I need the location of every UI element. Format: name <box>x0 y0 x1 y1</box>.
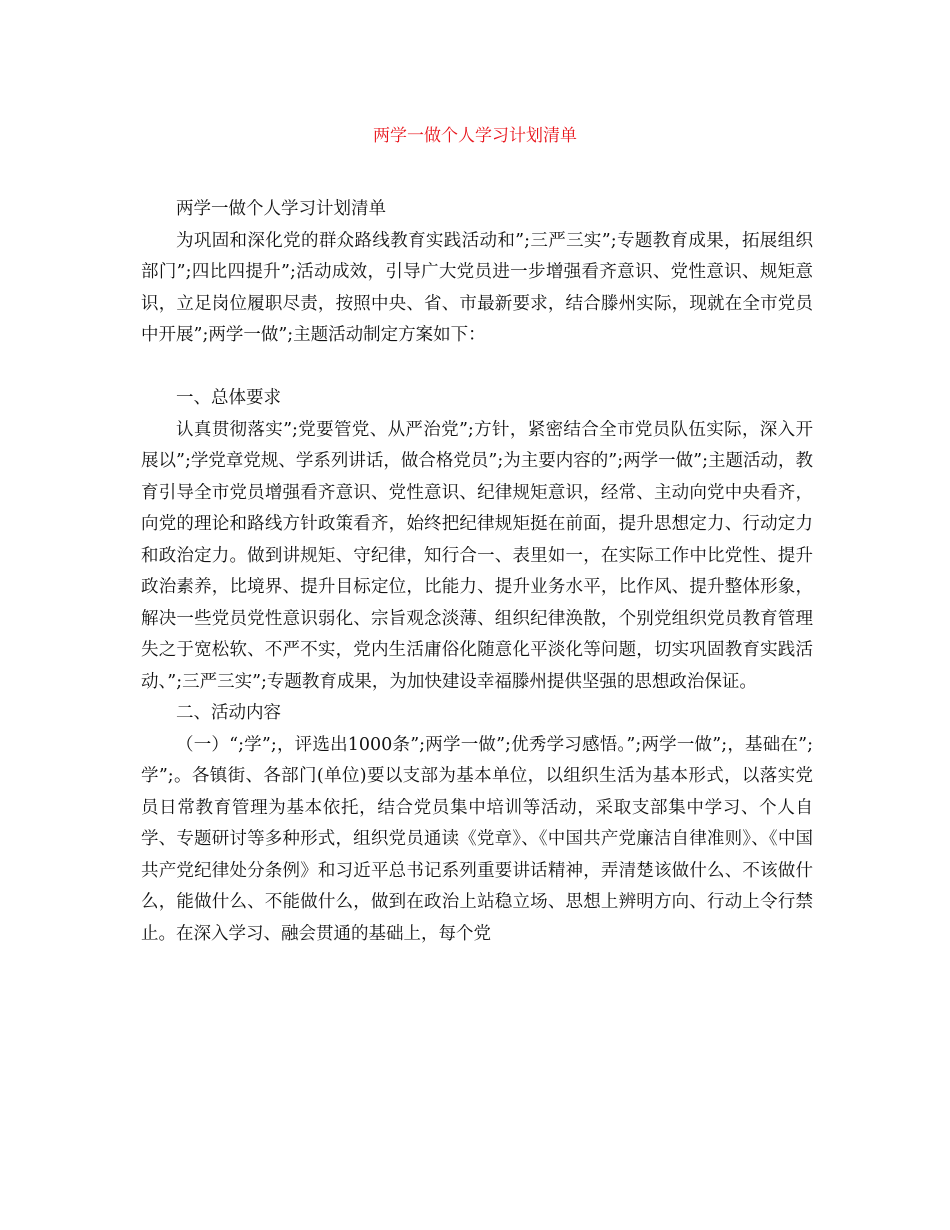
section-heading-general-requirements: 一、总体要求 <box>176 388 281 408</box>
paragraph-spacer <box>141 352 813 384</box>
general-requirements-paragraph: 认真贯彻落实”;党要管党、从严治党”;方针，紧密结合全市党员队伍实际，深入开展以”;学党章党规、学系列讲话，做合格党员”;为主要内容的”;两学一做”;主题活动，教育引导全市党员增强看齐意识、党性意识、纪律规矩意识，经常、主动向党中央看齐，向党的理论和路线方针政策看齐，始终把纪律规矩挺在前面，提升思想定力、行动定力和政治定力。做到讲规矩、守纪律，知行合一、表里如一，在实际工作中比党性、提升政治素养，比境界、提升目标定位，比能力、提升业务水平，比作风、提升整体形象，解决一些党员党性意识弱化、宗旨观念淡薄、组织纪律涣散，个别党组织党员教育管理失之于宽松软、不严不实，党内生活庸俗化随意化平淡化等问题，切实巩固教育实践活动、”;三严三实”;专题教育成果，为加快建设幸福滕州提供坚强的思想政治保证。 <box>141 419 813 692</box>
document-body <box>141 194 813 950</box>
intro-paragraph: 为巩固和深化党的群众路线教育实践活动和”;三严三实”;专题教育成果，拓展组织部门”;四比四提升”;活动成效，引导广大党员进一步增强看齐意识、党性意识、规矩意识，立足岗位履职尽责，按照中央、省、市最新要求，结合滕州实际，现就在全市党员中开展”;两学一做”;主题活动制定方案如下： <box>141 230 813 345</box>
section-heading-activity-content: 二、活动内容 <box>176 703 281 723</box>
document-subtitle: 两学一做个人学习计划清单 <box>176 199 386 219</box>
document-title: 两学一做个人学习计划清单 <box>373 126 577 146</box>
activity-content-paragraph: （一）“;学”;，评选出1000条”;两学一做”;优秀学习感悟。”;两学一做”;，基础在”;学”;。各镇街、各部门(单位)要以支部为基本单位，以组织生活为基本形式，以落实党员日常教育管理为基本依托，结合党员集中培训等活动，采取支部集中学习、个人自学、专题研讨等多种形式，组织党员通读《党章》、《中国共产党廉洁自律准则》、《中国共产党纪律处分条例》和习近平总书记系列重要讲话精神，弄清楚该做什么、不该做什么，能做什么、不能做什么，做到在政治上站稳立场、思想上辨明方向、行动上令行禁止。在深入学习、融会贯通的基础上，每个党 <box>141 734 813 944</box>
